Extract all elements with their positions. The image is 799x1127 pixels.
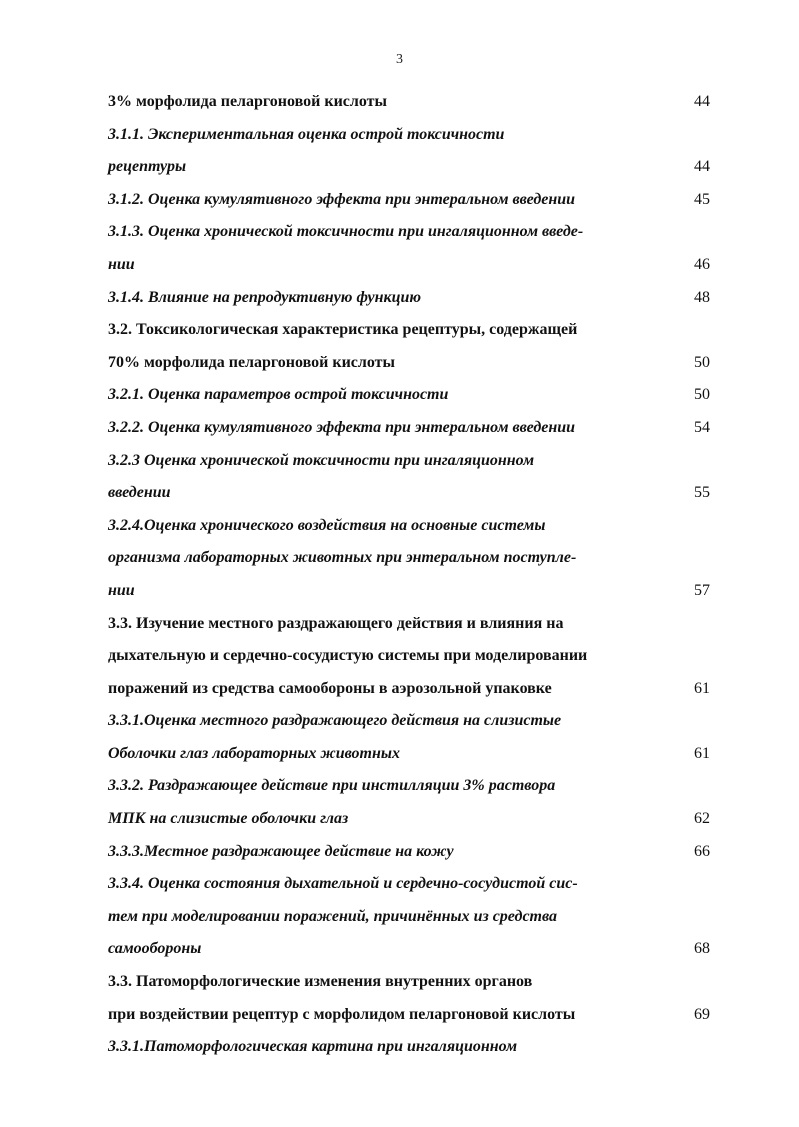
toc-page-number: 69	[694, 1005, 710, 1023]
toc-entry-line: 3.2.1. Оценка параметров острой токсичности	[108, 386, 449, 404]
toc-entry-line: организма лабораторных животных при энтеральном поступле-	[108, 549, 577, 567]
toc-page-number: 44	[694, 93, 710, 110]
toc-entry	[108, 705, 710, 770]
toc-entry-line: 3.1.2. Оценка кумулятивного эффекта при энтеральном введении	[108, 190, 576, 208]
toc-page-number	[670, 1031, 710, 1064]
toc-entry	[108, 379, 710, 412]
toc-entry-line: введении	[108, 484, 171, 502]
toc-entry-line: нии	[108, 255, 135, 273]
toc-entry-line: 3.2.2. Оценка кумулятивного эффекта при энтеральном введении	[108, 418, 576, 436]
toc-entry-line: Оболочки глаз лабораторных животных	[108, 744, 400, 762]
toc-entry-line: 3.1.4. Влияние на репродуктивную функцию	[108, 288, 422, 306]
toc-entry-line: нии	[108, 581, 135, 599]
toc-entry-line: 3.3.3.Местное раздражающее действие на кожу	[108, 842, 454, 860]
page-number: 3	[396, 52, 403, 67]
toc-page-number: 50	[694, 353, 710, 371]
toc-entry-line: МПК на слизистые оболочки глаз	[108, 810, 349, 828]
toc-page-number: 68	[694, 940, 710, 958]
toc-entry-line: при воздействии рецептур с морфолидом пеларгоновой кислоты	[108, 1005, 576, 1023]
toc-entry-line: 3.3.4. Оценка состояния дыхательной и сердечно-сосудистой сис-	[108, 875, 578, 893]
toc-entry	[108, 966, 710, 1031]
toc-entry	[108, 412, 710, 445]
toc-entry-line: 3.1.1. Экспериментальная оценка острой токсичности	[108, 125, 505, 143]
toc-page-number: 66	[694, 842, 710, 860]
toc-entry	[108, 608, 710, 706]
table-of-contents	[108, 86, 710, 1064]
toc-entry	[108, 445, 710, 510]
toc-entry-line: 3% морфолида пеларгоновой кислоты	[108, 93, 388, 110]
toc-entry-line: 3.3.2. Раздражающее действие при инстилляции 3% раствора	[108, 777, 556, 795]
toc-entry-line: 3.3.1.Оценка местного раздражающего действия на слизистые	[108, 712, 562, 730]
toc-entry	[108, 314, 710, 379]
toc-entry	[108, 1031, 710, 1064]
toc-page-number: 57	[694, 581, 710, 599]
toc-page-number: 61	[694, 679, 710, 697]
toc-entry-line: рецептуры	[108, 158, 187, 176]
toc-page-number: 50	[694, 386, 710, 404]
toc-entry	[108, 282, 710, 315]
toc-entry	[108, 184, 710, 217]
toc-entry	[108, 770, 710, 835]
toc-entry	[108, 836, 710, 869]
toc-entry-line: 3.1.3. Оценка хронической токсичности при ингаляционном введе-	[108, 223, 584, 241]
toc-entry	[108, 868, 710, 966]
toc-page-number: 55	[694, 484, 710, 502]
toc-entry-line: тем при моделировании поражений, причинённых из средства	[108, 907, 558, 925]
toc-entry-line: самообороны	[108, 940, 202, 958]
toc-entry-line: 3.2.4.Оценка хронического воздействия на основные системы	[108, 516, 546, 534]
toc-entry-line: 3.2.3 Оценка хронической токсичности при ингаляционном	[108, 451, 535, 469]
toc-page-number: 48	[694, 288, 710, 306]
toc-entry	[108, 510, 710, 608]
toc-page-number: 44	[694, 158, 710, 176]
toc-page-number: 61	[694, 744, 710, 762]
toc-page-number: 54	[694, 418, 710, 436]
toc-entry-line: 3.3.1.Патоморфологическая картина при ингаляционном	[108, 1038, 518, 1056]
toc-entry	[108, 86, 710, 119]
toc-entry-line: поражений из средства самообороны в аэрозольной упаковке	[108, 679, 552, 697]
toc-entry	[108, 216, 710, 281]
toc-entry-line: 3.2. Токсикологическая характеристика рецептуры, содержащей	[108, 321, 578, 339]
toc-entry	[108, 119, 710, 184]
toc-page-number: 62	[694, 810, 710, 828]
toc-page-number: 46	[694, 255, 710, 273]
toc-entry-line: 3.3. Изучение местного раздражающего действия и влияния на	[108, 614, 564, 632]
toc-entry-line: 3.3. Патоморфологические изменения внутренних органов	[108, 973, 533, 991]
toc-entry-line: 70% морфолида пеларгоновой кислоты	[108, 353, 396, 371]
toc-entry-line: дыхательную и сердечно-сосудистую системы при моделировании	[108, 647, 588, 665]
toc-page-number: 45	[694, 190, 710, 208]
